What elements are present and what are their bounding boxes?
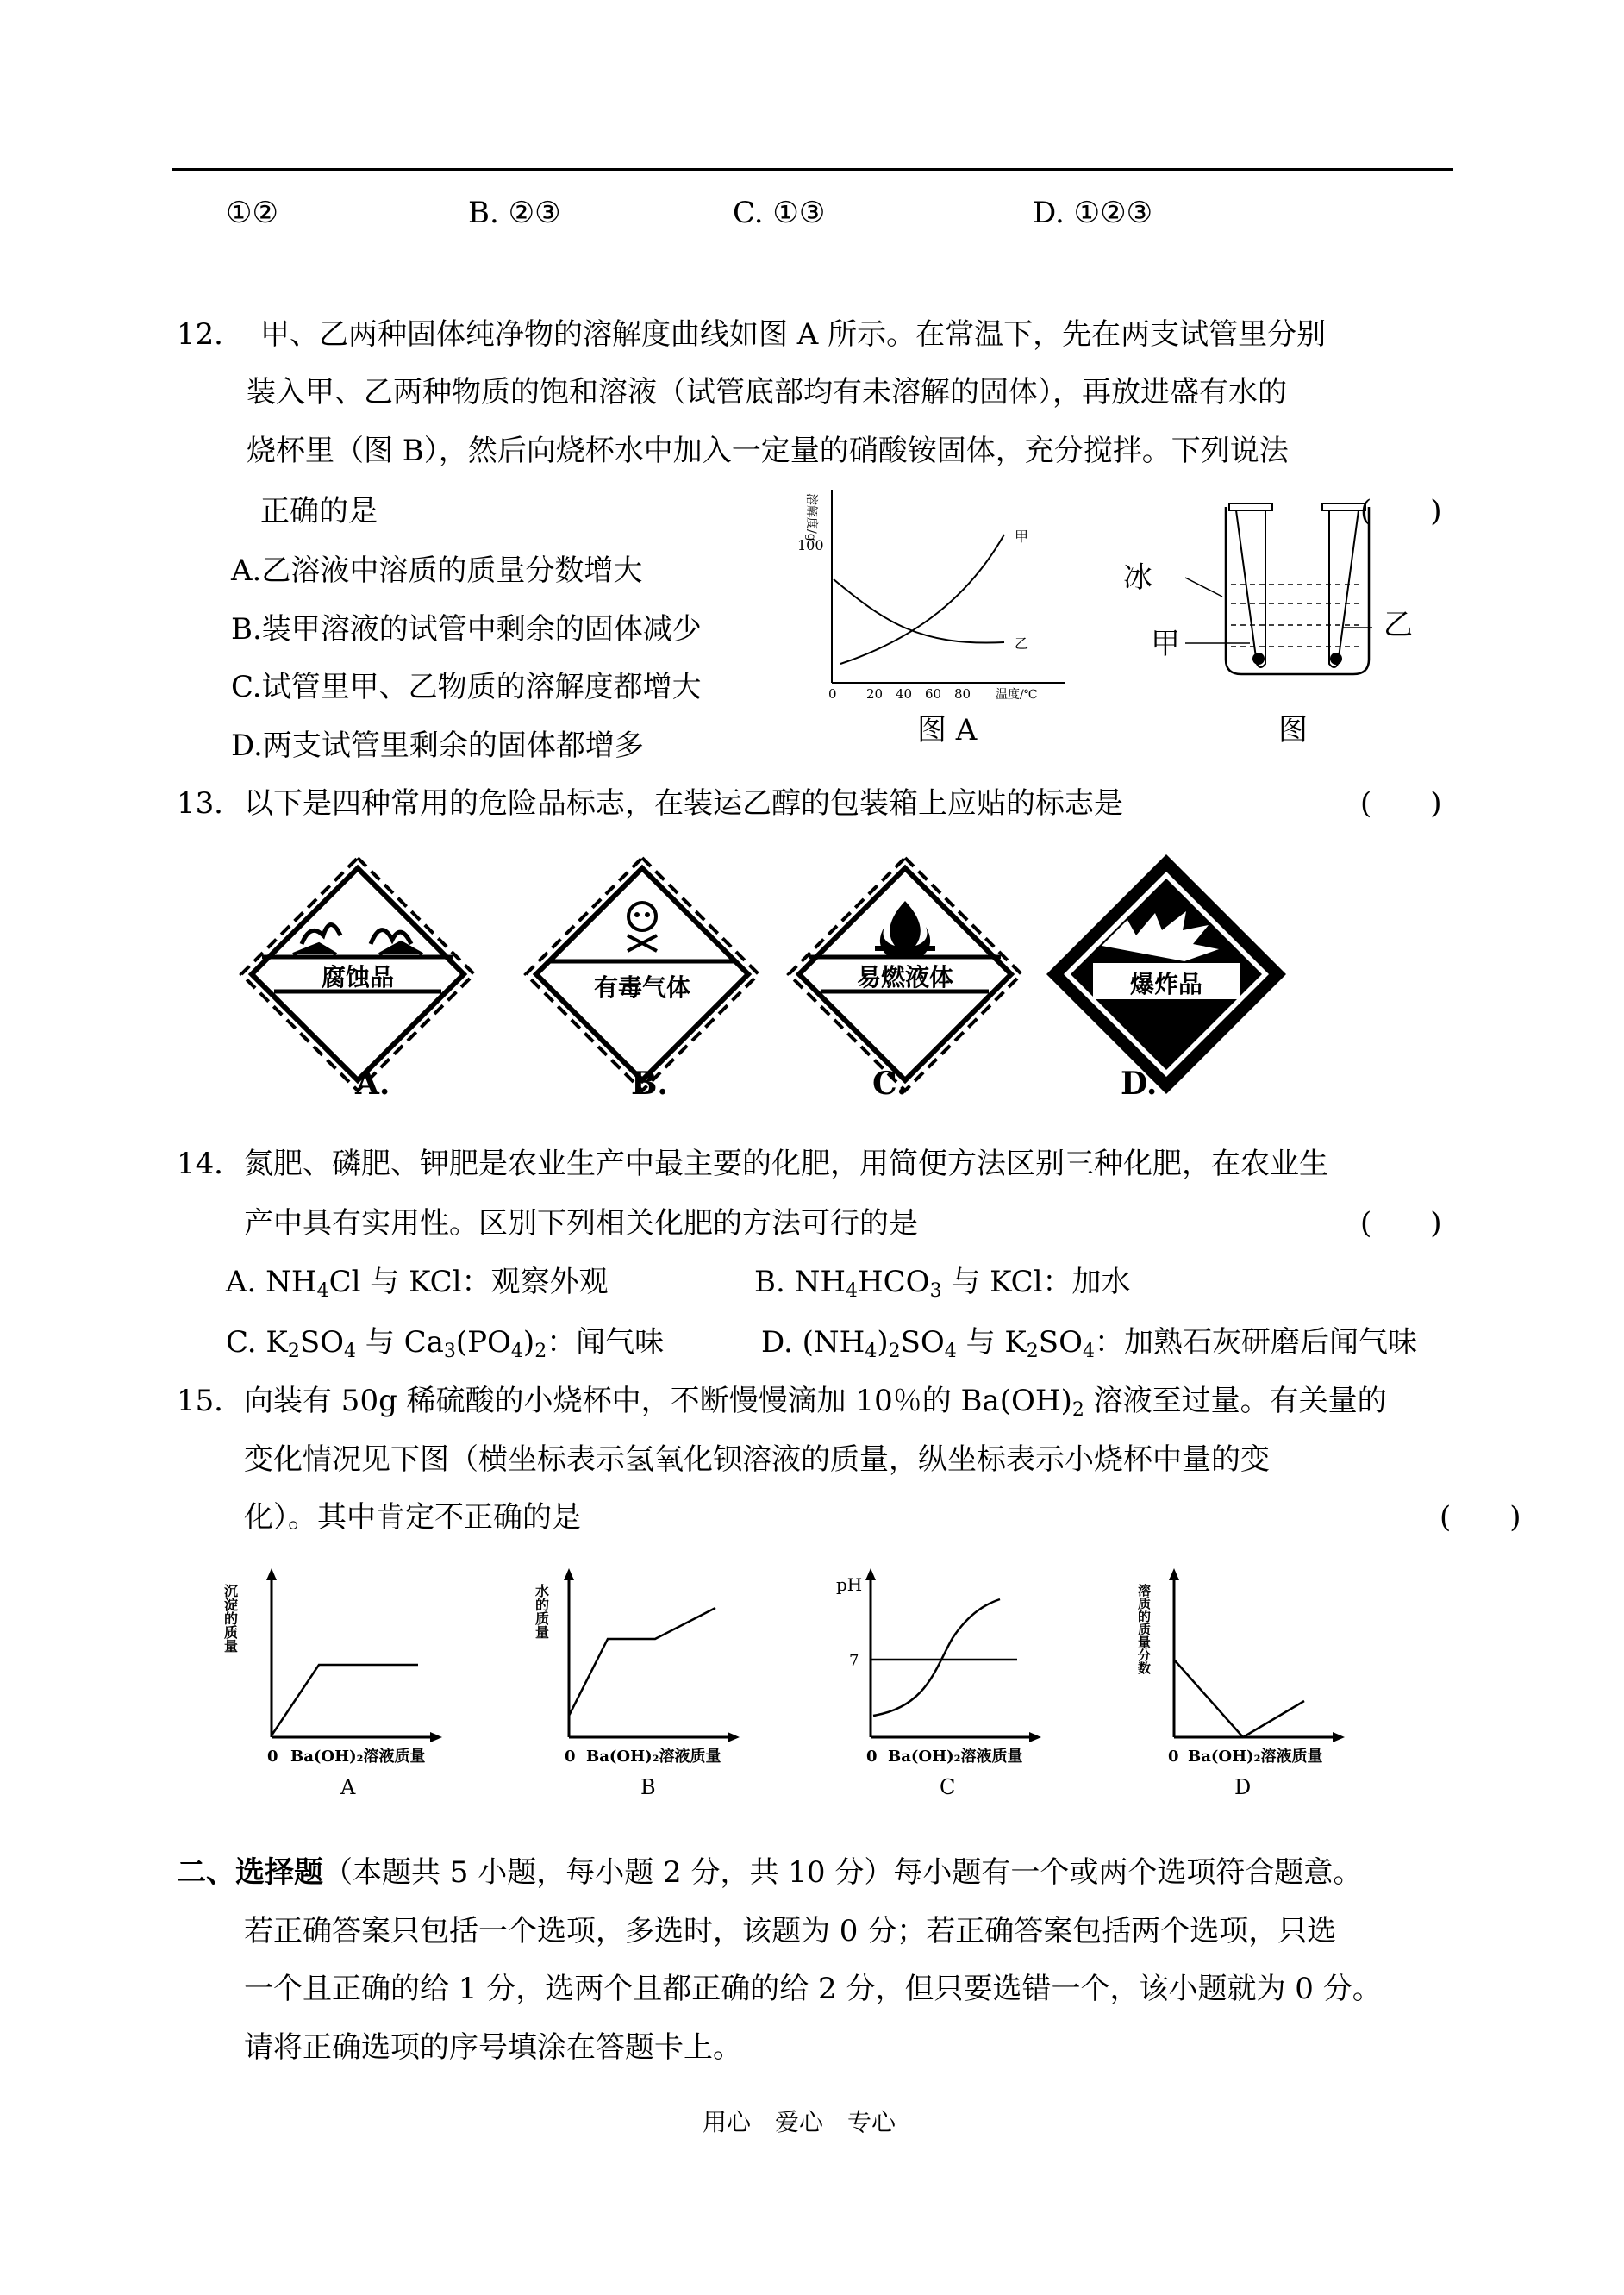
- q15-graphs: [222, 1565, 1375, 1810]
- q12-option-c: C.试管里甲、乙物质的溶解度都增大: [231, 670, 702, 704]
- figure-b-label-jia: 甲: [1151, 627, 1180, 661]
- q12-line-1: 甲、乙两种固体纯净物的溶解度曲线如图 A 所示。在常温下，先在两支试管里分别: [260, 317, 1327, 352]
- q14-option-b: B. $NH_4HCO_3$ 与 KCl：加水: [754, 1265, 1131, 1302]
- q11-option-c: C. ①③: [733, 196, 826, 230]
- figure-b-label-ice: 冰: [1123, 560, 1152, 595]
- page-footer: 用心 爱心 专心: [703, 2108, 896, 2136]
- q12-option-d: D.两支试管里剩余的固体都增多: [231, 729, 644, 763]
- graph-b-letter: B: [640, 1775, 656, 1799]
- q12-answer-bracket: ( ): [1360, 494, 1442, 528]
- x-tick-60: 60: [925, 686, 942, 702]
- q11-option-a: ①②: [226, 196, 278, 230]
- graph-d-line: [1174, 1660, 1304, 1737]
- q14-number: 14．: [177, 1147, 244, 1181]
- q15-answer-bracket: ( ): [1440, 1500, 1521, 1535]
- hazard-sign-corrosive: [233, 849, 483, 1099]
- hazard-sign-toxic-gas: [517, 849, 767, 1099]
- sign-label-c: 易燃液体: [856, 963, 954, 991]
- graph-d-letter: D: [1234, 1775, 1252, 1799]
- graph-b-ylabel: 水的质量: [533, 1584, 550, 1639]
- q12-line-3: 烧杯里（图 B），然后向烧杯水中加入一定量的硝酸铵固体，充分搅拌。下列说法: [247, 434, 1289, 468]
- sign-label-a: 腐蚀品: [321, 963, 395, 991]
- figure-a-solubility-chart: [789, 483, 1077, 709]
- sign-letter-c: C.: [872, 1066, 908, 1102]
- section-2-line-3: 一个且正确的给 1 分，选两个且都正确的给 2 分，但只要选错一个，该小题就为 0 分。: [244, 1972, 1382, 2006]
- x-tick-20: 20: [866, 686, 884, 702]
- curve-jia-label: 甲: [1015, 528, 1029, 545]
- curve-yi: [834, 579, 1004, 643]
- q15-line-3: 化）。其中肯定不正确的是: [244, 1500, 581, 1535]
- figure-b-label-yi: 乙: [1384, 608, 1413, 642]
- hazard-sign-explosive: [1041, 849, 1291, 1099]
- graph-c: [836, 1568, 1041, 1799]
- graph-a-xlabel: Ba(OH)₂溶液质量: [290, 1748, 426, 1766]
- figure-a-ylabel: 溶解度/g: [804, 493, 818, 541]
- graph-b-origin: 0: [565, 1748, 576, 1766]
- section-2-line-2: 若正确答案只包括一个选项，多选时，该题为 0 分；若正确答案包括两个选项，只选: [244, 1914, 1337, 1948]
- figure-a-y-tick: 100: [797, 537, 824, 553]
- header-rule: [172, 168, 1453, 171]
- graph-c-ylabel: pH: [836, 1574, 863, 1595]
- graph-a: [222, 1568, 443, 1799]
- graph-a-letter: A: [340, 1775, 356, 1799]
- q14-option-a: A. $NH_4Cl$ 与 KCl：观察外观: [226, 1265, 609, 1302]
- graph-c-origin: 0: [866, 1748, 878, 1766]
- figure-a-xlabel: 温度/℃: [996, 688, 1038, 702]
- test-tube-yi: [1329, 510, 1359, 667]
- q13-text: 以下是四种常用的危险品标志，在装运乙醇的包装箱上应贴的标志是: [244, 786, 1123, 821]
- graph-b: [534, 1568, 740, 1799]
- section-2-heading: 二、选择题: [177, 1855, 323, 1890]
- q14-line-2: 产中具有实用性。区别下列相关化肥的方法可行的是: [244, 1206, 918, 1241]
- q14-option-c: C. $K_2SO_4$ 与 $Ca_3(PO_4)_2$：闻气味: [226, 1325, 665, 1362]
- q13-answer-bracket: ( ): [1360, 786, 1442, 821]
- q11-option-b: B. ②③: [468, 196, 561, 230]
- graph-c-letter: C: [940, 1775, 956, 1799]
- graph-d-ylabel: 溶质的质量分数: [1136, 1584, 1152, 1674]
- q15-line-2: 变化情况见下图（横坐标表示氢氧化钡溶液的质量，纵坐标表示小烧杯中量的变: [244, 1442, 1270, 1477]
- q14-option-d: D. $(NH_4)_2SO_4$ 与 $K_2SO_4$：加熟石灰研磨后闻气味: [761, 1325, 1417, 1362]
- hazard-sign-flammable-liquid: [780, 849, 1030, 1099]
- section-2-line-4: 请将正确选项的序号填涂在答题卡上。: [244, 2030, 742, 2065]
- x-tick-40: 40: [896, 686, 913, 702]
- q15-line-1: 向装有 50g 稀硫酸的小烧杯中，不断慢慢滴加 10％的 $Ba(OH)_2$ 溶液至过量。有关量的: [244, 1384, 1387, 1421]
- q11-option-d: D. ①②③: [1033, 196, 1153, 230]
- graph-d-origin: 0: [1168, 1748, 1179, 1766]
- q12-line-2: 装入甲、乙两种物质的饱和溶液（试管底部均有未溶解的固体），再放进盛有水的: [247, 375, 1287, 410]
- graph-c-curve: [873, 1599, 1000, 1716]
- q12-line-4: 正确的是: [260, 494, 378, 528]
- graph-d: [1136, 1568, 1345, 1799]
- figure-a-caption: 图 A: [917, 713, 978, 747]
- curve-yi-label: 乙: [1015, 635, 1029, 652]
- graph-b-line: [569, 1608, 715, 1716]
- curve-jia: [840, 535, 1004, 664]
- graph-a-origin: 0: [267, 1748, 278, 1766]
- sign-letter-b: B.: [631, 1066, 668, 1102]
- q12-option-b: B.装甲溶液的试管中剩余的固体减少: [231, 612, 702, 647]
- graph-b-xlabel: Ba(OH)₂溶液质量: [586, 1748, 721, 1766]
- figure-b-caption: 图: [1278, 713, 1308, 747]
- graph-c-xlabel: Ba(OH)₂溶液质量: [888, 1748, 1023, 1766]
- graph-c-y-tick: 7: [849, 1652, 859, 1670]
- section-2-line-1: 二、选择题（本题共 5 小题，每小题 2 分，共 10 分）每小题有一个或两个选项符合题意。: [177, 1855, 1363, 1890]
- q14-line-1: 氮肥、磷肥、钾肥是农业生产中最主要的化肥，用简便方法区别三种化肥，在农业生: [244, 1147, 1328, 1181]
- graph-a-ylabel: 沉淀的质量: [222, 1584, 239, 1653]
- graph-d-xlabel: Ba(OH)₂溶液质量: [1188, 1748, 1323, 1766]
- q13-number: 13．: [177, 786, 244, 821]
- sign-label-b: 有毒气体: [593, 973, 691, 1002]
- x-tick-80: 80: [954, 686, 971, 702]
- q12-number: 12．: [177, 317, 244, 352]
- q12-option-a: A.乙溶液中溶质的质量分数增大: [231, 553, 643, 588]
- sign-letter-a: A.: [355, 1066, 390, 1102]
- q15-number: 15．: [177, 1384, 244, 1418]
- sign-label-d: 爆炸品: [1129, 970, 1203, 998]
- graph-a-line: [272, 1665, 418, 1735]
- x-tick-0: 0: [828, 686, 837, 702]
- sign-letter-d: D.: [1121, 1066, 1158, 1102]
- q14-answer-bracket: ( ): [1360, 1206, 1442, 1241]
